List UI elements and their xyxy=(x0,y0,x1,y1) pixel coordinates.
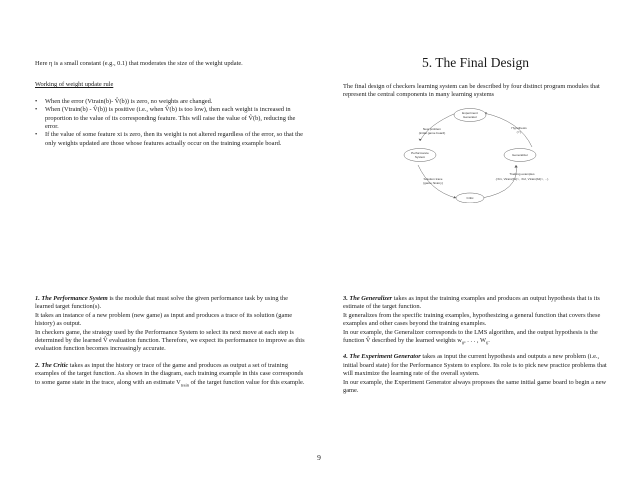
paragraph-text: In our example, the Experiment Generator always proposes the same initial game board to begin a new game. xyxy=(343,378,607,395)
edge-label: Hypothesis xyxy=(511,126,527,130)
system-diagram-svg xyxy=(400,103,592,203)
node-label: Experiment xyxy=(462,111,478,115)
paragraph-text: of the target function value for this example. xyxy=(189,378,305,386)
section-intro xyxy=(343,83,615,100)
paragraph-text xyxy=(343,329,615,346)
generalizer-label: 3. The Generalizer xyxy=(343,295,393,302)
bullet-item: • When the error (Vtrain(b)- V̂(b)) is zero, no weights are changed. xyxy=(35,98,305,106)
edge-label: (game history) xyxy=(423,181,443,185)
paragraph-text: It takes an instance of a new problem (new game) as input and produces a trace of its solution (game history) as output. xyxy=(35,311,293,328)
modules-part-2 xyxy=(343,295,615,395)
paragraph-text: takes as input the current hypothesis and outputs a new problem (i.e., initial board state) for the Performance System to explore. Its role is to pick new practice problems that will maximize the learning rate of the overall system. xyxy=(343,353,607,378)
intro-text: Here η is a small constant (e.g., 0.1) that moderates the size of the weight update. xyxy=(35,60,243,67)
experiment-generator-paragraph xyxy=(343,353,615,378)
generalizer-paragraph xyxy=(343,295,615,312)
section-intro-text: The final design of checkers learning system can be described by four distinct program modules that represent the central components in many learning systems xyxy=(343,83,600,99)
paragraph-text: In checkers game, the strategy used by the Performance System to select its next move at each step is determined by the learned V̂ evaluation function. Therefore, we expect its performance to improve as this evaluation function becomes increasingly accurate. xyxy=(35,328,305,353)
edge-label: (initial game board) xyxy=(418,131,446,135)
node-critic xyxy=(456,193,484,203)
bullet-item: • When (Vtrain(b) - V̂(b)) is positive (i.e., when V̂(b) is too low), then each weight is increased in proportion to the value of its corresponding feature. This will raise the value of V̂(b), reducing the error. xyxy=(35,106,305,131)
paragraph-text: takes as input the training examples and produces an output hypothesis that is its estimate of the target function. xyxy=(343,295,600,311)
paragraph-text: . xyxy=(488,337,490,345)
subscript: train xyxy=(180,381,190,387)
experiment-generator-label: 4. The Experiment Generator xyxy=(343,353,421,361)
performance-system-paragraph xyxy=(35,295,307,312)
edge-label: New problem xyxy=(422,127,442,131)
subscript: 6 xyxy=(486,340,489,346)
bullet-list xyxy=(35,98,305,148)
section-title: 5. The Final Design xyxy=(422,55,529,70)
critic-label: 2. The Critic xyxy=(35,361,69,369)
node-label: Critic xyxy=(466,196,474,201)
node-label: Generator xyxy=(463,115,477,119)
critic-paragraph xyxy=(35,362,307,387)
paragraph-text: takes as input the history or trace of the game and produces as output a set of training examples of the target function. As shown in the diagram, each training example in this case corresponds to some game state in the trace, along with an estimate V xyxy=(35,361,304,386)
bullet-item: • If the value of some feature xi is zero, then its weight is not altered regardless of the error, so that the only weights updated are those whose features actually occur on the training example board. xyxy=(35,131,305,148)
paragraph-text: , . . . , W xyxy=(464,337,487,345)
edge-label: ( f ) xyxy=(516,130,522,134)
arc-critic-to-generalizer xyxy=(482,165,516,198)
subscript: 0 xyxy=(461,340,465,346)
node-label: Generalizer xyxy=(512,153,528,158)
node-label: Performance xyxy=(411,151,429,155)
paragraph-text: is the module that must solve the given performance task by using the learned target function(s). xyxy=(35,295,288,311)
paragraph-text: It generalizes from the specific training examples, hypothesizing a general function that covers these examples and other cases beyond the training examples. xyxy=(343,311,601,328)
subheading: Working of weight update rule xyxy=(35,81,114,89)
page-number: 9 xyxy=(317,453,321,462)
arc-generalizer-to-experiment xyxy=(484,113,532,147)
node-performance-system xyxy=(404,149,436,162)
system-diagram xyxy=(400,103,592,203)
arrowhead xyxy=(514,165,517,168)
performance-system-label: 1. The Performance System xyxy=(35,295,108,302)
weight-update-notes xyxy=(35,60,305,148)
edge-label: Solution trace xyxy=(423,177,443,181)
edge-label: Training examples xyxy=(509,172,535,176)
edge-label: {<b1, Vtrain(b1)>, <b2, Vtrain(b2)>, ...} xyxy=(495,177,549,181)
node-experiment-generator xyxy=(454,109,486,122)
modules-part-1 xyxy=(35,295,307,387)
paragraph-text: In our example, the Generalizer corresponds to the LMS algorithm, and the output hypothesis is the function V̂ described by the learned weights w xyxy=(343,328,598,345)
node-label: System xyxy=(414,155,426,159)
node-generalizer xyxy=(504,149,536,162)
